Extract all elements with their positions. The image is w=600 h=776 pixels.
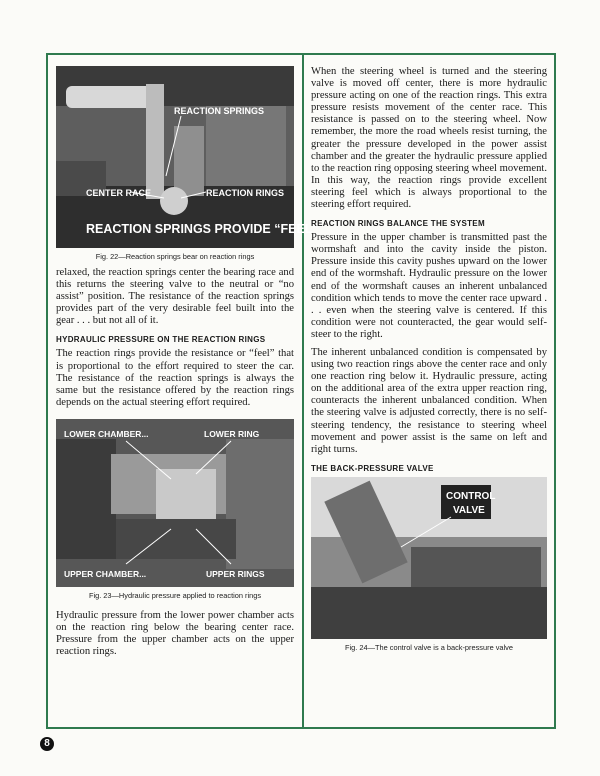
left-column (56, 66, 319, 664)
fig23-label-lower-chamber: LOWER CHAMBER... (64, 428, 149, 439)
fig23-label-lower-ring: LOWER RING (204, 428, 260, 439)
fig22-label-reaction-springs: REACTION SPRINGS (174, 106, 265, 116)
right-paragraph-3: The inherent unbalanced condition is compensated by using two reaction rings above the center race and only one reaction ring below it. Hydraulic pressure, acting on the additional area of the extra upper reaction ring, counteracts the inherent unbalanced condition. When the steering valve is adjusted correctly, there is no self-steering tendency, the resistance to steering wheel movement and power assist is the same on left and right turns. (311, 346, 547, 455)
figure-22-image (56, 66, 319, 248)
column-divider (302, 53, 304, 729)
fig24-label-control: CONTROL (446, 490, 496, 502)
right-paragraph-2: Pressure in the upper chamber is transmitted past the wormshaft and into the cavity inside the piston. Pressure inside this cavity pushes upward on the lower end of the wormshaft. Hydraulic pressure on the lower end of the wormshaft causes an inherent unbalanced condition which tends to move the center race upward . . . even when the steering valve is centered. If this condition were not counteracted, the gear would self-steer to the right. (311, 232, 547, 340)
fig22-label-center-race: CENTER RACE (86, 188, 152, 198)
left-paragraph-1: relaxed, the reaction springs center the bearing race and this returns the steering valve to the neutral or “no assist” position. The resistance of the reaction springs provides part of the very desirable feel built into the gear . . . but not all of it. (56, 267, 294, 327)
fig23-label-upper-chamber: UPPER CHAMBER... (64, 568, 147, 579)
figure-24-image (311, 477, 547, 639)
right-column (311, 66, 547, 658)
right-paragraph-1: When the steering wheel is turned and the steering valve is moved off center, there is more hydraulic pressure acting on one of the reaction rings. This extra pressure resists movement of the center race. This resistance is passed on to the steering wheel. Now remember, the more the road wheels resist turning, the greater the pressure developed in the power assist chamber and the greater the hydraulic pressure applied to the reaction ring opposing steering wheel movement. In this way, the reaction rings provide excellent steering feel which is always proportional to the steering effort required. (311, 66, 547, 211)
fig22-title-label: REACTION SPRINGS PROVIDE “FEEL” (86, 222, 319, 236)
fig23-caption: Fig. 23—Hydraulic pressure applied to reaction rings (88, 590, 262, 600)
figure-23-image (56, 419, 294, 587)
fig22-caption: Fig. 22—Reaction springs bear on reaction rings (95, 252, 255, 261)
heading-hydraulic-pressure: HYDRAULIC PRESSURE ON THE REACTION RINGS (56, 335, 266, 345)
left-paragraph-2: The reaction rings provide the resistance or “feel” that is proportional to the effort required to steer the car. The resistance of the reaction springs is always the same but the resistance offered by the reaction rings depends on the actual steering effort required. (56, 348, 294, 408)
fig22-label-reaction-rings: REACTION RINGS (206, 188, 285, 198)
heading-back-pressure-valve: THE BACK-PRESSURE VALVE (311, 463, 434, 473)
fig24-caption: Fig. 24—The control valve is a back-pressure valve (344, 642, 513, 652)
heading-reaction-rings-balance: REACTION RINGS BALANCE THE SYSTEM (311, 219, 485, 229)
page-number: 8 (40, 737, 54, 751)
left-paragraph-3: Hydraulic pressure from the lower power chamber acts on the reaction ring below the bearing center race. Pressure from the upper chamber acts on the upper reaction rings. (56, 609, 294, 658)
fig24-label-valve: VALVE (453, 504, 485, 516)
fig23-label-upper-rings: UPPER RINGS (206, 568, 265, 579)
